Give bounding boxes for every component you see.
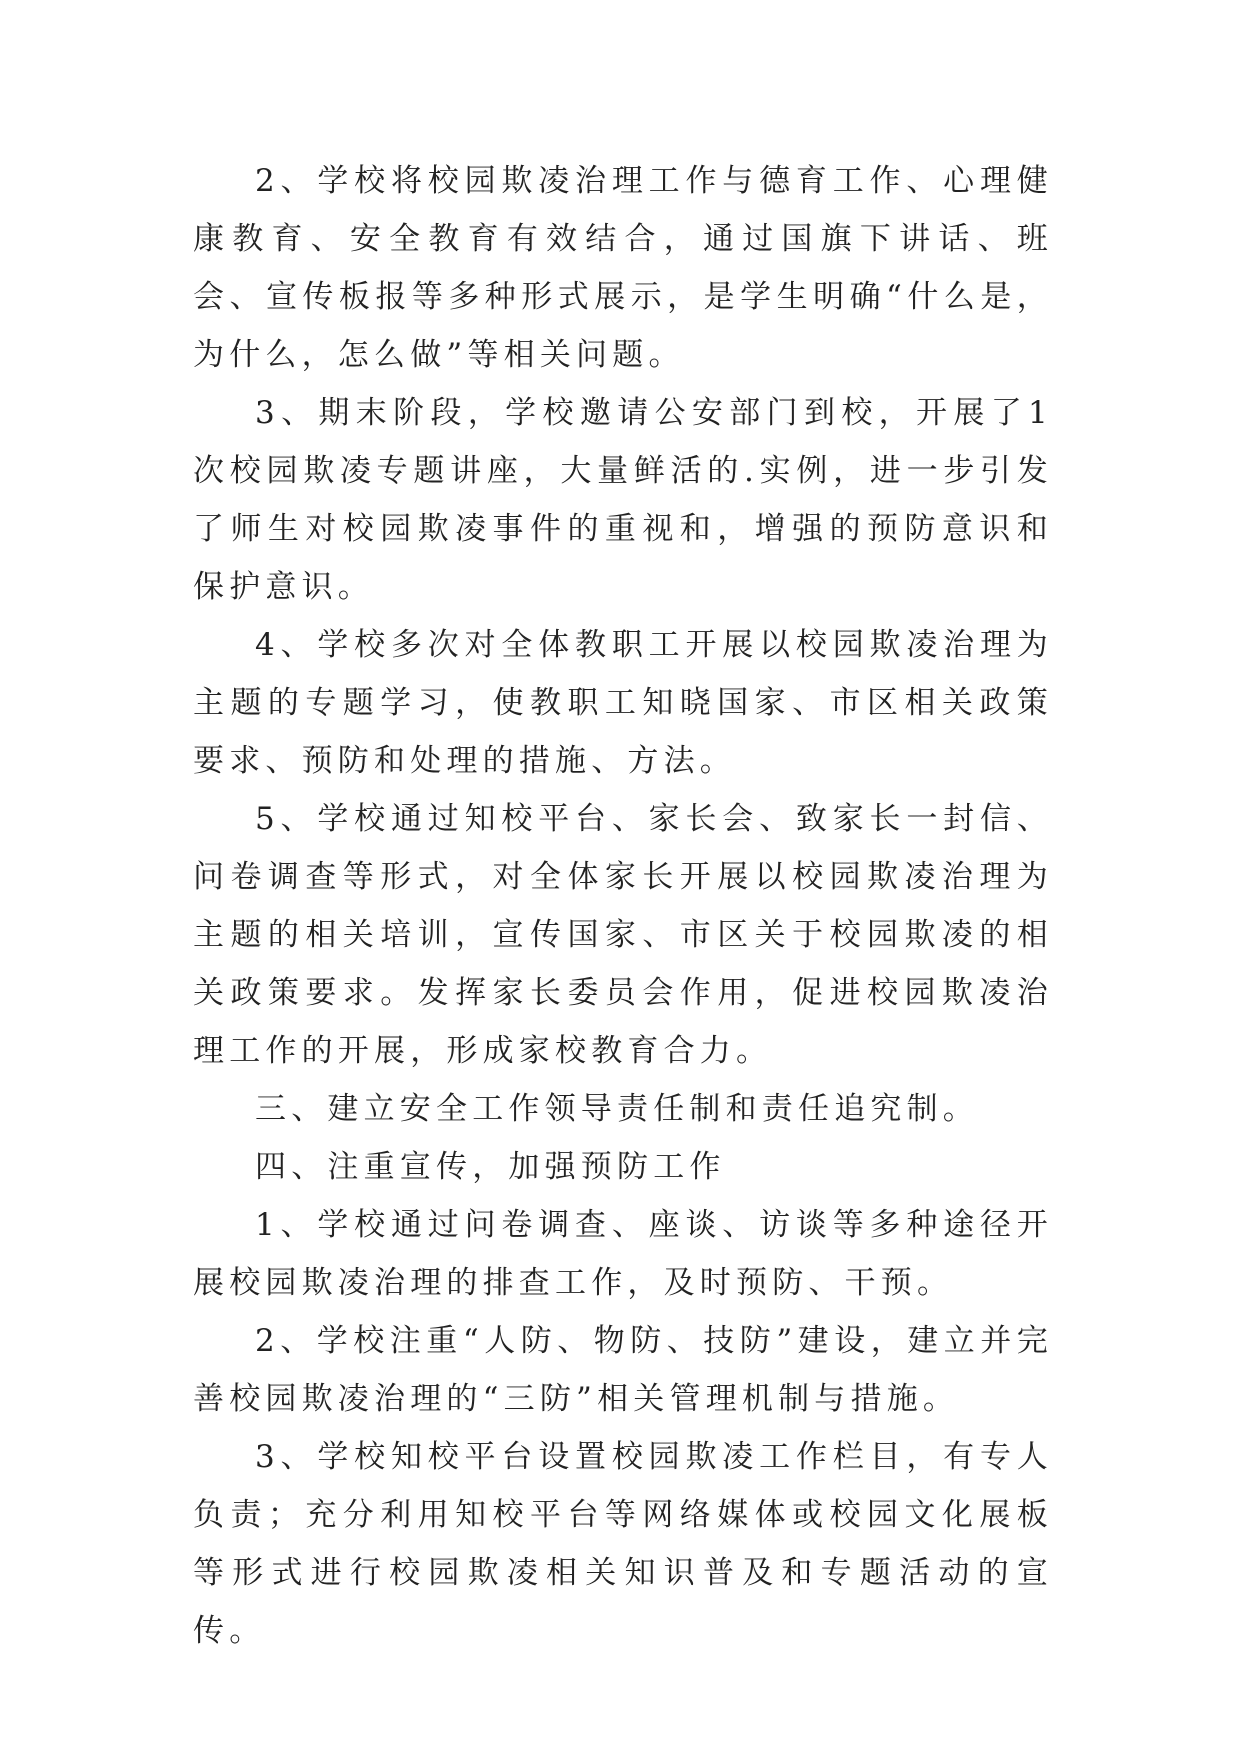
section-heading-3: 三、建立安全工作领导责任制和责任追究制。: [255, 1091, 979, 1127]
paragraph-measure-2: 2、学校将校园欺凌治理工作与德育工作、心理健康教育、安全教育有效结合，通过国旗下讲话、班会、宣传板报等多种形式展示，是学生明确“什么是，为什么，怎么做”等相关问题。: [193, 163, 1053, 373]
section-heading-4: 四、注重宣传，加强预防工作: [255, 1149, 726, 1185]
paragraph-item-1: 1、学校通过问卷调查、座谈、访谈等多种途径开展校园欺凌治理的排查工作，及时预防、干预。: [193, 1207, 1053, 1301]
paragraph-measure-3: 3、期末阶段，学校邀请公安部门到校，开展了1次校园欺凌专题讲座，大量鲜活的.实例，进一步引发了师生对校园欺凌事件的重视和，增强的预防意识和保护意识。: [193, 395, 1053, 605]
paragraph-measure-4: 4、学校多次对全体教职工开展以校园欺凌治理为主题的专题学习，使教职工知晓国家、市区相关政策要求、预防和处理的措施、方法。: [193, 627, 1053, 779]
paragraph-measure-5: 5、学校通过知校平台、家长会、致家长一封信、问卷调查等形式，对全体家长开展以校园欺凌治理为主题的相关培训，宣传国家、市区关于校园欺凌的相关政策要求。发挥家长委员会作用，促进校园欺凌治理工作的开展，形成家校教育合力。: [193, 801, 1053, 1069]
document-body: [193, 152, 1053, 1660]
paragraph-item-3: 3、学校知校平台设置校园欺凌工作栏目，有专人负责；充分利用知校平台等网络媒体或校园文化展板等形式进行校园欺凌相关知识普及和专题活动的宣传。: [193, 1439, 1053, 1649]
paragraph-item-2: 2、学校注重“人防、物防、技防”建设，建立并完善校园欺凌治理的“三防”相关管理机制与措施。: [193, 1323, 1053, 1417]
